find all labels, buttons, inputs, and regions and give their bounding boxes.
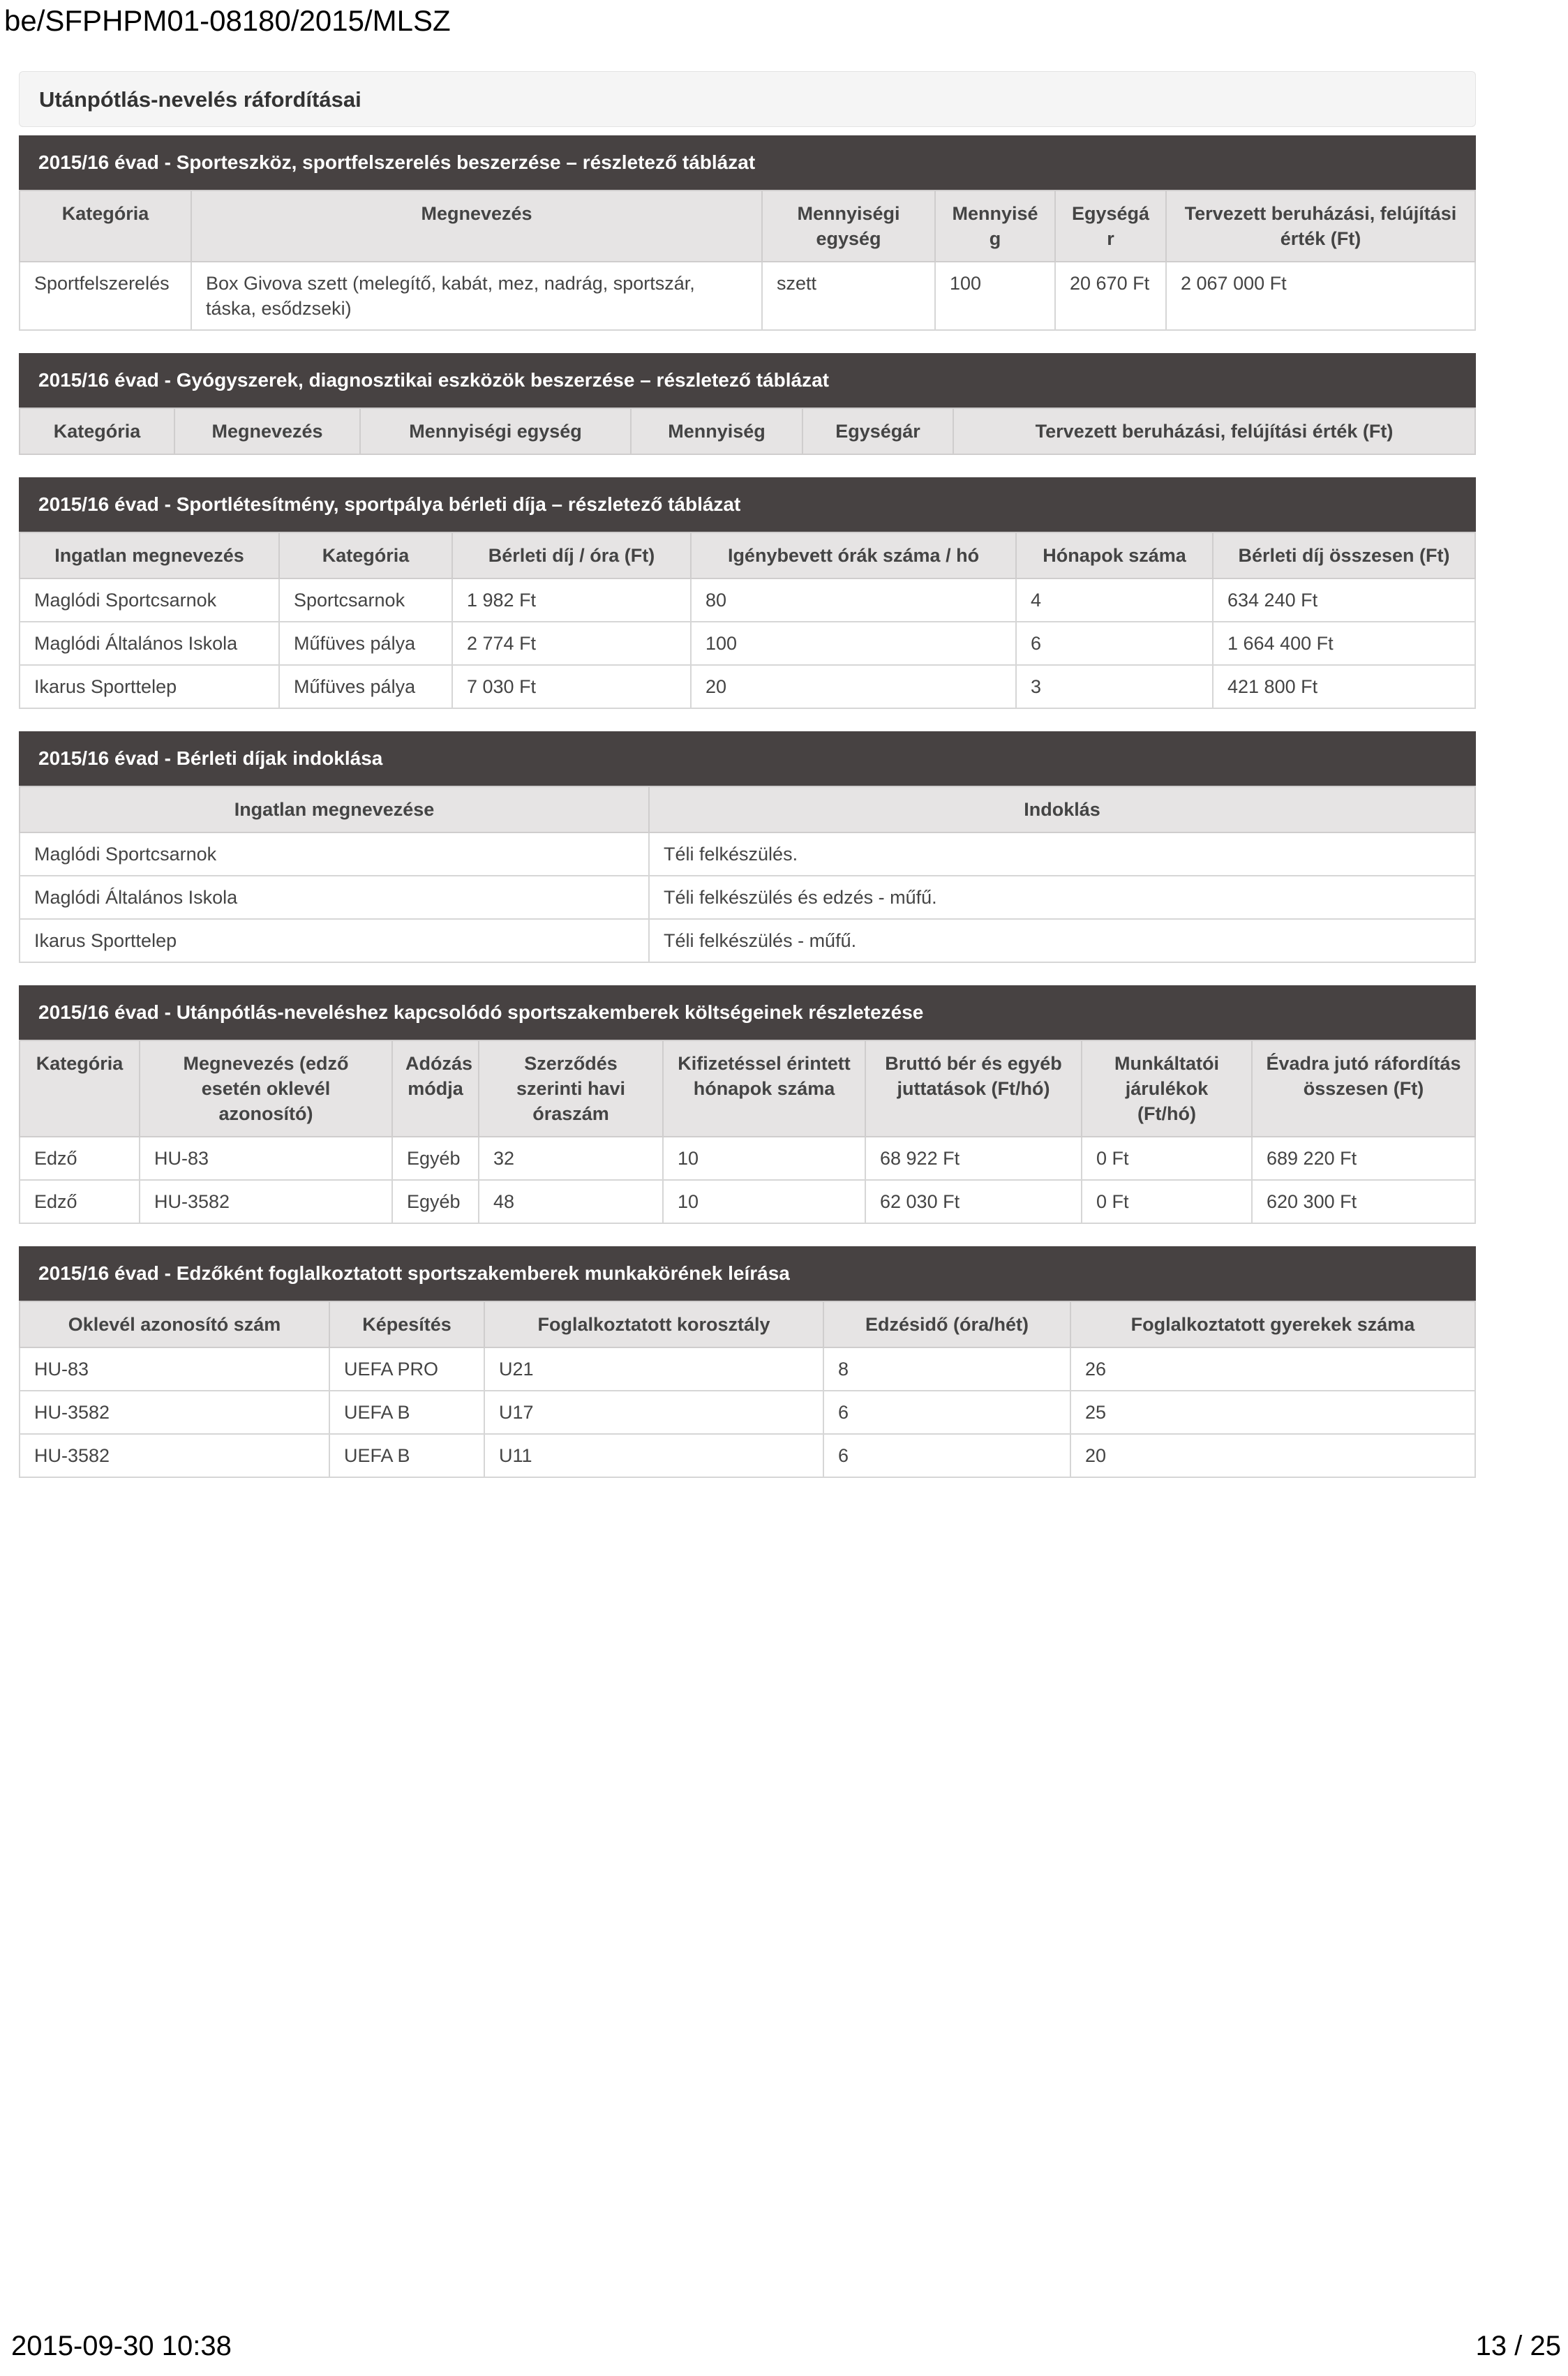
table-cell: 1 664 400 Ft	[1213, 622, 1475, 665]
table-cell: 20	[691, 665, 1016, 708]
table-cell: szett	[762, 262, 935, 330]
column-header: Mennyisé g	[935, 190, 1055, 262]
column-header: Szerződés szerinti havi óraszám	[479, 1040, 663, 1137]
footer-timestamp: 2015-09-30 10:38	[11, 2331, 232, 2361]
table-header-row	[20, 786, 1475, 832]
table-row	[20, 1180, 1475, 1223]
table-row	[20, 1347, 1475, 1391]
table-cell: 20	[1070, 1434, 1475, 1477]
column-header: Edzésidő (óra/hét)	[823, 1301, 1070, 1347]
column-header: Kifizetéssel érintett hónapok száma	[663, 1040, 865, 1137]
table-header-row	[20, 190, 1475, 262]
rental-table-title: 2015/16 évad - Sportlétesítmény, sportpálya bérleti díja – részletező táblázat	[19, 477, 1476, 532]
table-cell: Műfüves pálya	[279, 665, 452, 708]
table-row	[20, 578, 1475, 622]
column-header: Tervezett beruházási, felújítási érték (Ft)	[953, 408, 1475, 454]
table-row	[20, 622, 1475, 665]
table-header-row	[20, 1040, 1475, 1137]
column-header: Megnevezés (edző esetén oklevél azonosító)	[140, 1040, 392, 1137]
column-header: Egységá r	[1055, 190, 1166, 262]
table-cell: U17	[484, 1391, 823, 1434]
table-cell: Téli felkészülés - műfű.	[649, 919, 1475, 962]
table-cell: Maglódi Sportcsarnok	[20, 832, 649, 876]
column-header: Megnevezés	[174, 408, 360, 454]
column-header: Mennyiségi egység	[762, 190, 935, 262]
section-title: Utánpótlás-nevelés ráfordításai	[19, 71, 1476, 127]
table-cell: 10	[663, 1137, 865, 1180]
table-cell: U21	[484, 1347, 823, 1391]
equipment-table-block	[19, 135, 1476, 331]
table-cell: 4	[1016, 578, 1213, 622]
rental-table	[19, 532, 1476, 709]
table-cell: 80	[691, 578, 1016, 622]
table-cell: Műfüves pálya	[279, 622, 452, 665]
table-cell: 48	[479, 1180, 663, 1223]
table-cell: Téli felkészülés és edzés - műfű.	[649, 876, 1475, 919]
column-header: Indoklás	[649, 786, 1475, 832]
table-header-row	[20, 408, 1475, 454]
table-cell: 421 800 Ft	[1213, 665, 1475, 708]
table-cell: Egyéb	[392, 1180, 479, 1223]
table-cell: 26	[1070, 1347, 1475, 1391]
table-cell: Egyéb	[392, 1137, 479, 1180]
medicine-table-block	[19, 353, 1476, 455]
coach-role-table-block	[19, 1246, 1476, 1478]
table-cell: UEFA B	[329, 1434, 484, 1477]
table-cell: 0 Ft	[1082, 1137, 1252, 1180]
table-cell: Sportfelszerelés	[20, 262, 191, 330]
column-header: Képesítés	[329, 1301, 484, 1347]
table-cell: 620 300 Ft	[1252, 1180, 1475, 1223]
table-row	[20, 1137, 1475, 1180]
footer-page-number: 13 / 25	[1475, 2331, 1561, 2361]
column-header: Mennyiségi egység	[360, 408, 631, 454]
table-cell: UEFA B	[329, 1391, 484, 1434]
column-header: Kategória	[279, 532, 452, 578]
table-cell: 3	[1016, 665, 1213, 708]
table-cell: 6	[823, 1391, 1070, 1434]
table-cell: 6	[1016, 622, 1213, 665]
table-cell: Box Givova szett (melegítő, kabát, mez, nadrág, sportszár, táska, esődzseki)	[191, 262, 762, 330]
table-cell: 32	[479, 1137, 663, 1180]
column-header: Igénybevett órák száma / hó	[691, 532, 1016, 578]
table-row	[20, 876, 1475, 919]
staff-cost-table-block	[19, 985, 1476, 1224]
column-header: Foglalkoztatott gyerekek száma	[1070, 1301, 1475, 1347]
table-cell: Edző	[20, 1180, 140, 1223]
column-header: Bérleti díj összesen (Ft)	[1213, 532, 1475, 578]
column-header: Kategória	[20, 408, 174, 454]
column-header: Évadra jutó ráfordítás összesen (Ft)	[1252, 1040, 1475, 1137]
table-row	[20, 1434, 1475, 1477]
equipment-table-title: 2015/16 évad - Sporteszköz, sportfelszerelés beszerzése – részletező táblázat	[19, 135, 1476, 190]
rental-justification-title: 2015/16 évad - Bérleti díjak indoklása	[19, 731, 1476, 786]
table-cell: 100	[691, 622, 1016, 665]
table-cell: Téli felkészülés.	[649, 832, 1475, 876]
table-row	[20, 665, 1475, 708]
table-cell: 25	[1070, 1391, 1475, 1434]
table-cell: Sportcsarnok	[279, 578, 452, 622]
staff-cost-table	[19, 1040, 1476, 1224]
table-cell: Maglódi Általános Iskola	[20, 876, 649, 919]
table-cell: 7 030 Ft	[452, 665, 691, 708]
table-cell: Maglódi Általános Iskola	[20, 622, 279, 665]
table-header-row	[20, 532, 1475, 578]
table-cell: HU-3582	[20, 1391, 329, 1434]
column-header: Megnevezés	[191, 190, 762, 262]
column-header: Munkáltatói járulékok (Ft/hó)	[1082, 1040, 1252, 1137]
table-cell: HU-83	[20, 1347, 329, 1391]
medicine-table	[19, 408, 1476, 455]
rental-justification-block	[19, 731, 1476, 963]
rental-table-block	[19, 477, 1476, 709]
table-cell: 100	[935, 262, 1055, 330]
rental-justification-table	[19, 786, 1476, 963]
column-header: Hónapok száma	[1016, 532, 1213, 578]
table-row	[20, 262, 1475, 330]
column-header: Mennyiség	[631, 408, 802, 454]
table-cell: HU-83	[140, 1137, 392, 1180]
table-cell: HU-3582	[140, 1180, 392, 1223]
table-cell: 1 982 Ft	[452, 578, 691, 622]
table-cell: 62 030 Ft	[865, 1180, 1082, 1223]
table-cell: Ikarus Sporttelep	[20, 919, 649, 962]
column-header: Foglalkoztatott korosztály	[484, 1301, 823, 1347]
medicine-table-title: 2015/16 évad - Gyógyszerek, diagnosztikai eszközök beszerzése – részletező táblázat	[19, 353, 1476, 408]
table-cell: 68 922 Ft	[865, 1137, 1082, 1180]
table-cell: 689 220 Ft	[1252, 1137, 1475, 1180]
table-cell: Ikarus Sporttelep	[20, 665, 279, 708]
column-header: Ingatlan megnevezése	[20, 786, 649, 832]
coach-role-table	[19, 1301, 1476, 1478]
equipment-table	[19, 190, 1476, 331]
coach-role-table-title: 2015/16 évad - Edzőként foglalkoztatott sportszakemberek munkakörének leírása	[19, 1246, 1476, 1301]
column-header: Tervezett beruházási, felújítási érték (Ft)	[1166, 190, 1475, 262]
column-header: Bruttó bér és egyéb juttatások (Ft/hó)	[865, 1040, 1082, 1137]
column-header: Kategória	[20, 190, 191, 262]
column-header: Ingatlan megnevezés	[20, 532, 279, 578]
table-cell: 634 240 Ft	[1213, 578, 1475, 622]
column-header: Oklevél azonosító szám	[20, 1301, 329, 1347]
table-cell: UEFA PRO	[329, 1347, 484, 1391]
staff-cost-table-title: 2015/16 évad - Utánpótlás-neveléshez kapcsolódó sportszakemberek költségeinek részletezése	[19, 985, 1476, 1040]
table-cell: Maglódi Sportcsarnok	[20, 578, 279, 622]
table-cell: 6	[823, 1434, 1070, 1477]
table-cell: 2 774 Ft	[452, 622, 691, 665]
table-cell: 8	[823, 1347, 1070, 1391]
column-header: Adózás módja	[392, 1040, 479, 1137]
table-cell: 0 Ft	[1082, 1180, 1252, 1223]
table-row	[20, 832, 1475, 876]
table-cell: Edző	[20, 1137, 140, 1180]
table-header-row	[20, 1301, 1475, 1347]
document-content	[19, 71, 1476, 1500]
table-cell: HU-3582	[20, 1434, 329, 1477]
column-header: Bérleti díj / óra (Ft)	[452, 532, 691, 578]
table-cell: U11	[484, 1434, 823, 1477]
table-cell: 20 670 Ft	[1055, 262, 1166, 330]
column-header: Kategória	[20, 1040, 140, 1137]
table-cell: 10	[663, 1180, 865, 1223]
table-row	[20, 919, 1475, 962]
table-cell: 2 067 000 Ft	[1166, 262, 1475, 330]
column-header: Egységár	[802, 408, 953, 454]
table-row	[20, 1391, 1475, 1434]
document-id: be/SFPHPM01-08180/2015/MLSZ	[4, 4, 451, 37]
